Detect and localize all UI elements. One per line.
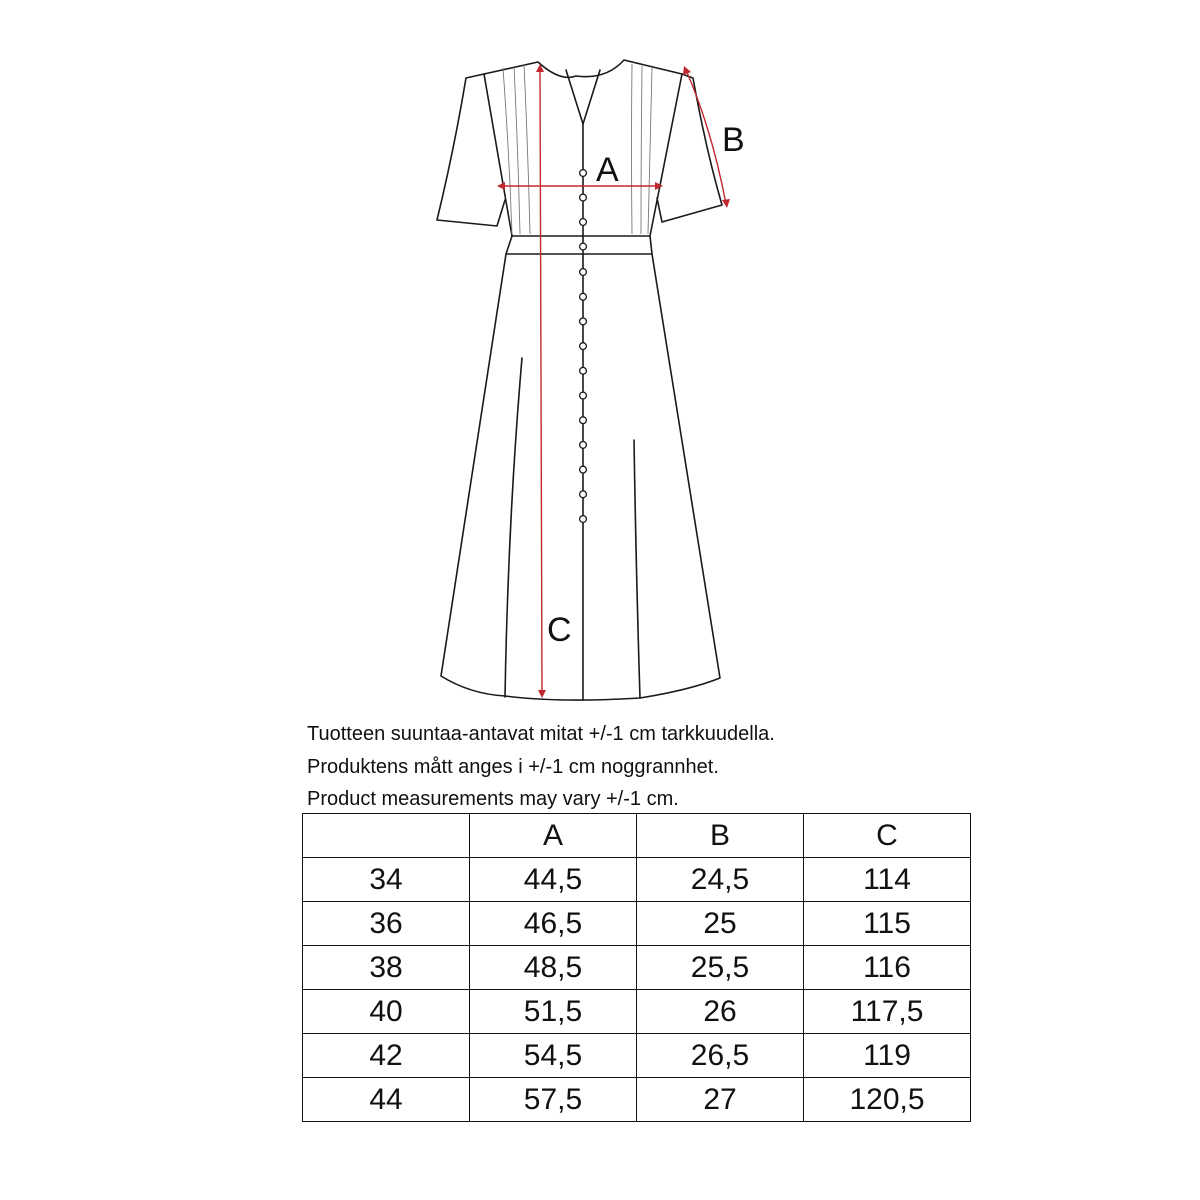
table-cell: 25,5 [637,946,804,990]
table-header-cell: B [637,814,804,858]
button-circle [580,491,587,498]
size-table [302,813,971,1122]
table-cell: 116 [804,946,971,990]
table-cell: 26,5 [637,1034,804,1078]
measurement-note-finnish: Tuotteen suuntaa-antavat mitat +/-1 cm tarkkuudella. [307,723,775,745]
button-row [580,170,587,523]
button-circle [580,417,587,424]
table-row [303,1034,971,1078]
table-cell: 25 [637,902,804,946]
button-circle [580,194,587,201]
table-cell: 119 [804,1034,971,1078]
button-circle [580,516,587,523]
bodice-pleats [503,64,652,234]
button-circle [580,367,587,374]
size-cell: 38 [303,946,470,990]
label-a: A [596,151,619,189]
table-row [303,946,971,990]
size-cell: 34 [303,858,470,902]
button-circle [580,466,587,473]
neckline-placket [566,70,600,124]
table-cell: 115 [804,902,971,946]
table-cell: 114 [804,858,971,902]
button-circle [580,392,587,399]
table-cell: 117,5 [804,990,971,1034]
size-cell: 36 [303,902,470,946]
table-cell: 54,5 [470,1034,637,1078]
table-header-cell: A [470,814,637,858]
waistband [506,236,652,254]
label-b: B [722,121,745,159]
table-cell: 27 [637,1078,804,1122]
button-circle [580,219,587,226]
table-cell: 51,5 [470,990,637,1034]
table-row [303,858,971,902]
size-cell: 42 [303,1034,470,1078]
table-header-row [303,814,971,858]
button-circle [580,170,587,177]
measure-c-line [536,64,546,698]
size-cell: 40 [303,990,470,1034]
measurement-note-swedish: Produktens mått anges i +/-1 cm noggrannhet. [307,756,719,778]
table-cell: 46,5 [470,902,637,946]
button-circle [580,243,587,250]
button-circle [580,343,587,350]
table-header-cell: C [804,814,971,858]
table-cell: 24,5 [637,858,804,902]
table-cell: 120,5 [804,1078,971,1122]
table-cell: 44,5 [470,858,637,902]
measure-a-line [497,182,663,190]
left-sleeve [437,74,505,226]
button-circle [580,293,587,300]
label-c: C [547,611,572,649]
table-cell: 26 [637,990,804,1034]
table-row [303,902,971,946]
table-cell: 48,5 [470,946,637,990]
table-cell: 57,5 [470,1078,637,1122]
table-header-cell [303,814,470,858]
button-circle [580,269,587,276]
button-circle [580,442,587,449]
size-cell: 44 [303,1078,470,1122]
measurement-note-english: Product measurements may vary +/-1 cm. [307,788,679,810]
table-row [303,1078,971,1122]
table-row [303,990,971,1034]
button-circle [580,318,587,325]
